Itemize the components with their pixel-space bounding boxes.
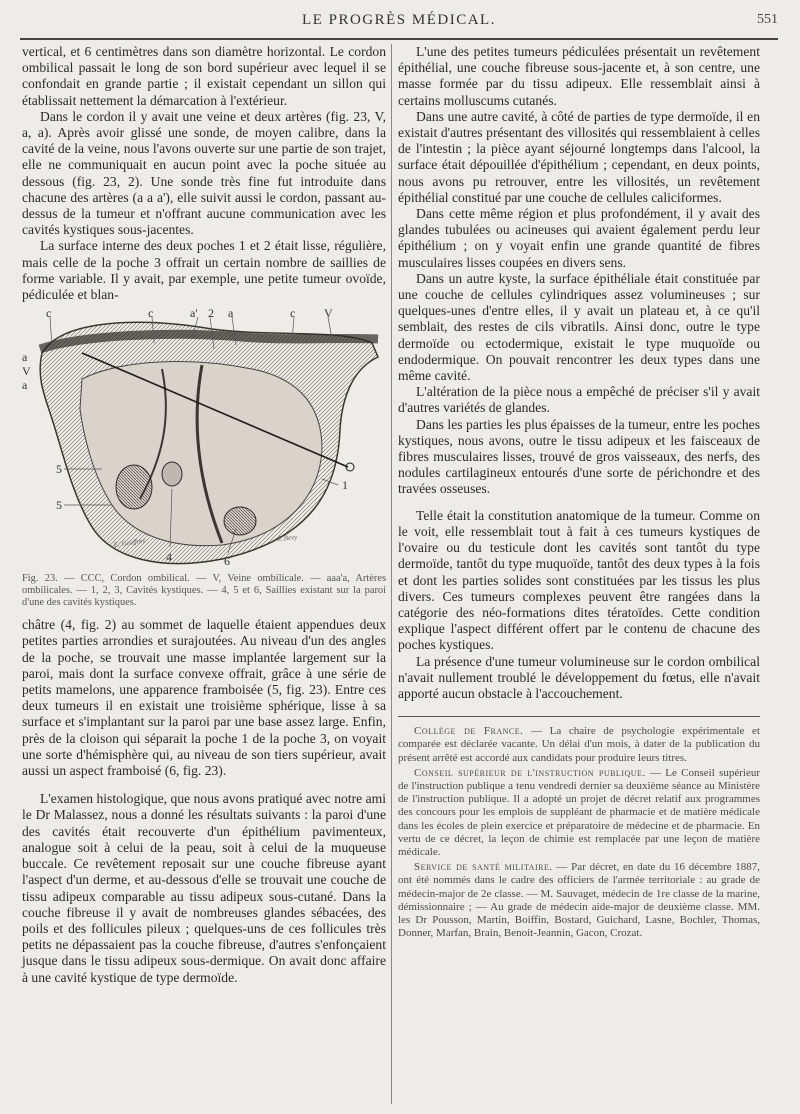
- anatomical-figure: [22, 309, 386, 571]
- figure-illustration: [22, 309, 386, 571]
- label-a-prime: a': [190, 309, 198, 321]
- news-heading: Conseil supérieur de l'instruction publique.: [414, 766, 646, 779]
- left-column: [22, 44, 386, 986]
- label-6: 6: [224, 554, 230, 569]
- column-divider: [391, 44, 392, 1104]
- label-a: a: [22, 350, 28, 365]
- paragraph: La présence d'une tumeur volumineuse sur le cordon ombilical n'avait nullement troublé le développement du fœtus, elle n'avait apporté aucun obstacle à l'accouchement.: [398, 653, 760, 701]
- news-heading: Service de santé militaire.: [414, 861, 553, 874]
- label-1: 1: [342, 478, 348, 493]
- news-text: — La chaire de psychologie expérimentale et comparée est déclarée vacante. Un délai d'un mois, à dater de la publication du présent arrêté est accordé aux candidats pour produire leurs titres.: [398, 725, 760, 764]
- paragraph: L'altération de la pièce nous a empêché de préciser s'il y avait d'autres variétés de glandes.: [398, 384, 760, 416]
- news-text: — Le Conseil supérieur de l'instruction publique a tenu vendredi dernier sa deuxième séance au Ministère de l'instruction publique. Il a adopté un projet de décret relatif aux programmes des concours pour les emplois de suppléant de pharmacie et de matière médicale dans les écoles de plein exercice et préparatoire de médecine et de pharmacie. En vertu de ce décret, la leçon de chimie est remplacée par une leçon de matière médicale.: [398, 766, 760, 858]
- label-c: c: [290, 309, 296, 321]
- hemisphere-mass: [224, 507, 256, 535]
- page-number: 551: [757, 12, 778, 27]
- paragraph: Dans les parties les plus épaisses de la tumeur, entre les poches kystiques, nous avons, outre le tissu adipeux et les faisceaux de fibres musculaires lisses, trouvé de gros vaisseaux, des nerfs, des nodules cartilagineux entourés d'une sorte de périchondre et des travées osseuses.: [398, 416, 760, 497]
- paragraph: La surface interne des deux poches 1 et 2 était lisse, régulière, mais celle de la poche 3 offrait un certain nombre de saillies de forme variable. Il y avait, par exemple, une petite tumeur ovoïde, pédiculée et blan-: [22, 238, 386, 303]
- news-item: [398, 767, 760, 859]
- news-section: [398, 725, 760, 940]
- journal-title: LE PROGRÈS MÉDICAL.: [302, 12, 496, 28]
- ovoid-tumor: [162, 462, 182, 486]
- label-5: 5: [56, 462, 62, 477]
- label-a: a: [22, 378, 28, 393]
- label-4: 4: [166, 550, 172, 565]
- label-5: 5: [56, 498, 62, 513]
- label-v: V: [324, 309, 333, 321]
- paragraph: Dans cette même région et plus profondément, il y avait des glandes tubulées ou acineuses qui avaient également perdu leur épithélium ; on y voyait enfin une grande quantité de fibres musculaires lisses coupées en divers sens.: [398, 206, 760, 270]
- figure-caption: Fig. 23. — CCC, Cordon ombilical. — V, Veine ombilicale. — aaa'a, Artères ombilicales. — 1, 2, 3, Cavités kystiques. — 4, 5 et 6, Saillies existant sur la paroi d'une des cavités kystiques.: [22, 573, 386, 609]
- paragraph: L'une des petites tumeurs pédiculées présentait un revêtement épithélial, une couche fibreuse sous-jacente et, à son centre, une masse formée par du tissu adipeux. Elle ressemblait ainsi à certains molluscums cutanés.: [398, 44, 760, 108]
- label-c: c: [46, 309, 52, 321]
- engraver-signature: E. Geoffrey: [113, 536, 146, 550]
- section-separator: [398, 716, 760, 717]
- paragraph: Dans une autre cavité, à côté de parties de type dermoïde, il en existait d'autres présentant des villosités qui ressemblaient à celles de l'intestin ; la pièce ayant séjourné longtemps dans l'alcool, la surface était dépouillée d'épithélium ; cependant, en deux points, nous avons pu retrouver, entre les villosités, un revêtement épithélial constitué par une couche de cellules caliciformes.: [398, 108, 760, 205]
- artist-signature: E.Bevy: [277, 533, 298, 544]
- label-2: 2: [208, 309, 214, 321]
- paragraph: châtre (4, fig. 2) au sommet de laquelle étaient appendues deux petites parties arrondies et surajoutées. Au niveau d'un des angles de la poche, se trouvait une masse implantée largement sur la paroi, mais dont la surface convexe offrait, grâce à une série de petits mamelons, une apparence framboisée (5, fig. 23). Entre ces deux tumeurs il en existait une troisième sphérique, lisse à sa surface et s'implantant sur la paroi par une base assez large. Enfin, près de la cloison qui séparait la poche 1 de la poche 3, on voyait une sorte d'hémisphère qui, au niveau de son tiers supérieur, avait aussi un aspect framboisé (6, fig. 23).: [22, 617, 386, 779]
- page-header: [20, 8, 778, 40]
- paragraph: Telle était la constitution anatomique de la tumeur. Comme on le voit, elle ressemblait tout à fait à ces tumeurs kystiques de l'ovaire ou du testicule dont les cavités sont tantôt du type dermoïde, tantôt du type muquoïde, tantôt des deux types à la fois et dont les parties solides sont constituées par les tissus les plus divers. Ces tumeurs complexes peuvent être rangées dans la catégorie des néo-formations dites tératoïdes. Cette condition explique l'aspect différent offert par le contenu de chacune des poches kystiques.: [398, 507, 760, 653]
- news-item: [398, 725, 760, 765]
- right-column: [398, 44, 760, 942]
- raspberry-mass: [116, 465, 152, 509]
- paragraph: Dans le cordon il y avait une veine et deux artères (fig. 23, V, a, a). Après avoir glissé une sonde, de moyen calibre, dans la cavité de la veine, nous l'avons ouverte sur une partie de son trajet, elle ne communiquait en aucun point avec la poche située au dessous (fig. 23, 2). Une sonde très fine fut introduite dans chacune des artères (a a a'), elle suivit aussi le cordon, passant au-dessus de la tumeur et n'offrant aucune communication avec les cavités kystiques sous-jacentes.: [22, 108, 386, 238]
- paragraph: Dans un autre kyste, la surface épithéliale était constituée par une couche de cellules cylindriques assez volumineuses ; sur quelques-unes d'entre elles, il y avait un plateau et, à ce qu'il semblait, des restes de cils vibratils. Ainsi donc, outre le type dermoïde ou ectodermique, existait le type muquoïde ou endodermique. On pouvait rencontrer les deux types dans une même cavité.: [398, 270, 760, 384]
- paragraph: L'examen histologique, que nous avons pratiqué avec notre ami le Dr Malassez, nous a donné les résultats suivants : la paroi d'une des cavités était recouverte d'un épithélium pavimenteux, analogue soit à celui de la peau, soit à celui de la muqueuse buccale. Ce revêtement reposait sur une couche fibreuse ayant l'aspect d'un derme, et au-dessous d'elle se trouvait une couche de tissu adipeux comparable au tissu adipeux sous-cutané. Dans la couche fibreuse il y avait de nombreuses glandes sébacées, des poils et des follicules pileux ; quelques-uns de ces follicules très petits ne dépassaient pas la couche fibreuse, d'autres s'enfonçaient jusque dans le tissu adipeux sous-dermique. On avait donc affaire à une cavité kystique de type dermoïde.: [22, 791, 386, 985]
- news-item: [398, 861, 760, 940]
- label-v: V: [22, 364, 31, 379]
- paragraph: vertical, et 6 centimètres dans son diamètre horizontal. Le cordon ombilical passait le long de son bord supérieur avec lequel il se confondait en grande partie ; il existait cependant un sillon qui établissait nettement la démarcation à l'extérieur.: [22, 44, 386, 108]
- label-a: a: [228, 309, 234, 321]
- label-c: c: [148, 309, 154, 321]
- news-heading: Collège de France.: [414, 725, 524, 738]
- news-text: — Par décret, en date du 16 décembre 1887, ont été nommés dans le cadre des officiers de l'armée territoriale : au grade de médecin-major de 2e classe. — M. Sauvaget, médecin de 1re classe de la marine, démissionnaire ; — Au grade de médecin aide-major de deuxième classe. MM. les Dr Pousson, Martin, Boiffin, Bostard, Guichard, Lasne, Bochler, Thomas, Donner, Marfan, Brain, Benoit-Jeannin, Gacon, Crozat.: [398, 861, 761, 940]
